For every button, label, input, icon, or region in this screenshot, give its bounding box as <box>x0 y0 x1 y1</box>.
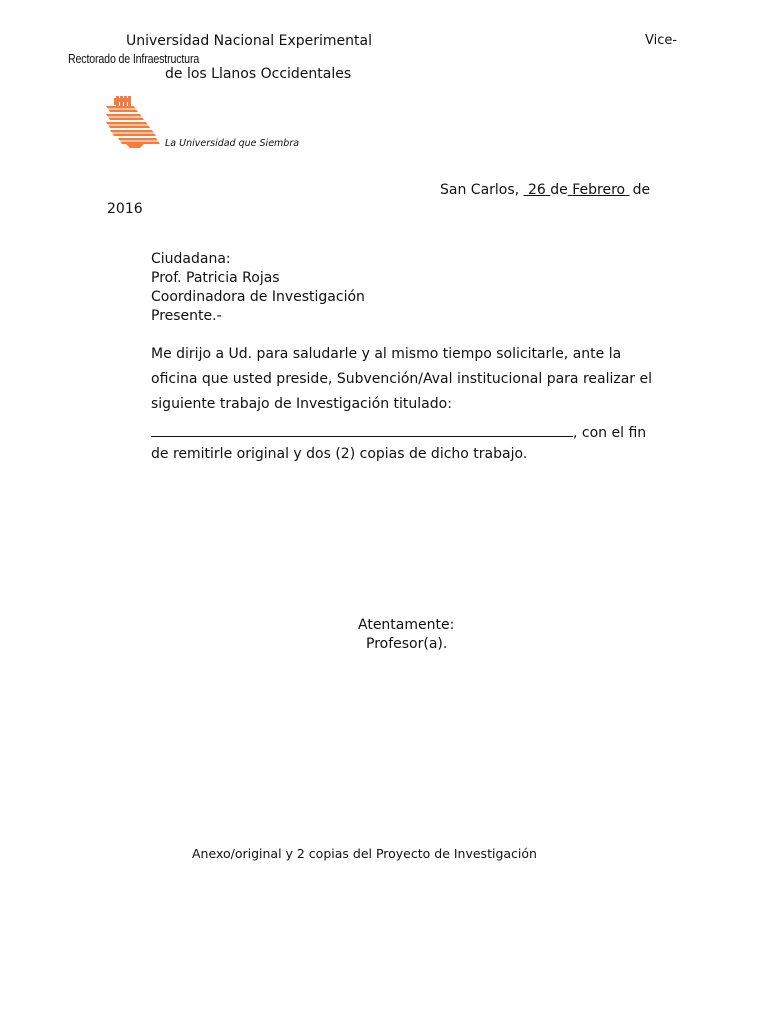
body-line-4 <box>151 421 646 441</box>
date-de-1: de <box>550 182 568 198</box>
body-line-5: de remitirle original y dos (2) copias de dicho trabajo. <box>151 446 528 462</box>
university-name-line2: de los Llanos Occidentales <box>165 66 352 82</box>
unellez-logo-icon <box>104 96 162 148</box>
university-tagline: La Universidad que Siembra <box>165 138 300 149</box>
date-month: Febrero <box>572 182 626 198</box>
body-line-4-suffix: , con el fin <box>573 425 647 441</box>
recipient-name: Prof. Patricia Rojas <box>151 270 280 286</box>
title-blank-line <box>151 421 573 437</box>
recipient-salutation: Ciudadana: <box>151 251 231 267</box>
vice-label: Vice- <box>645 33 678 48</box>
body-line-2: oficina que usted preside, Subvención/Aval institucional para realizar el <box>151 371 653 387</box>
date-line <box>440 182 650 198</box>
body-line-3: siguiente trabajo de Investigación titulado: <box>151 396 452 412</box>
recipient-closing: Presente.- <box>151 308 222 324</box>
signature-role: Profesor(a). <box>366 636 448 652</box>
recipient-position: Coordinadora de Investigación <box>151 289 365 305</box>
body-line-1: Me dirijo a Ud. para saludarle y al mismo tiempo solicitarle, ante la <box>151 346 622 362</box>
university-name-line1: Universidad Nacional Experimental <box>126 33 373 49</box>
date-year: 2016 <box>107 201 143 217</box>
date-de-2: de <box>632 182 651 198</box>
date-city: San Carlos, <box>440 182 520 198</box>
vice-rectorate: Rectorado de Infraestructura <box>68 51 200 66</box>
annex-note: Anexo/original y 2 copias del Proyecto de Investigación <box>192 846 537 861</box>
signature-closing: Atentamente: <box>358 617 455 633</box>
date-day: 26 <box>528 182 546 198</box>
